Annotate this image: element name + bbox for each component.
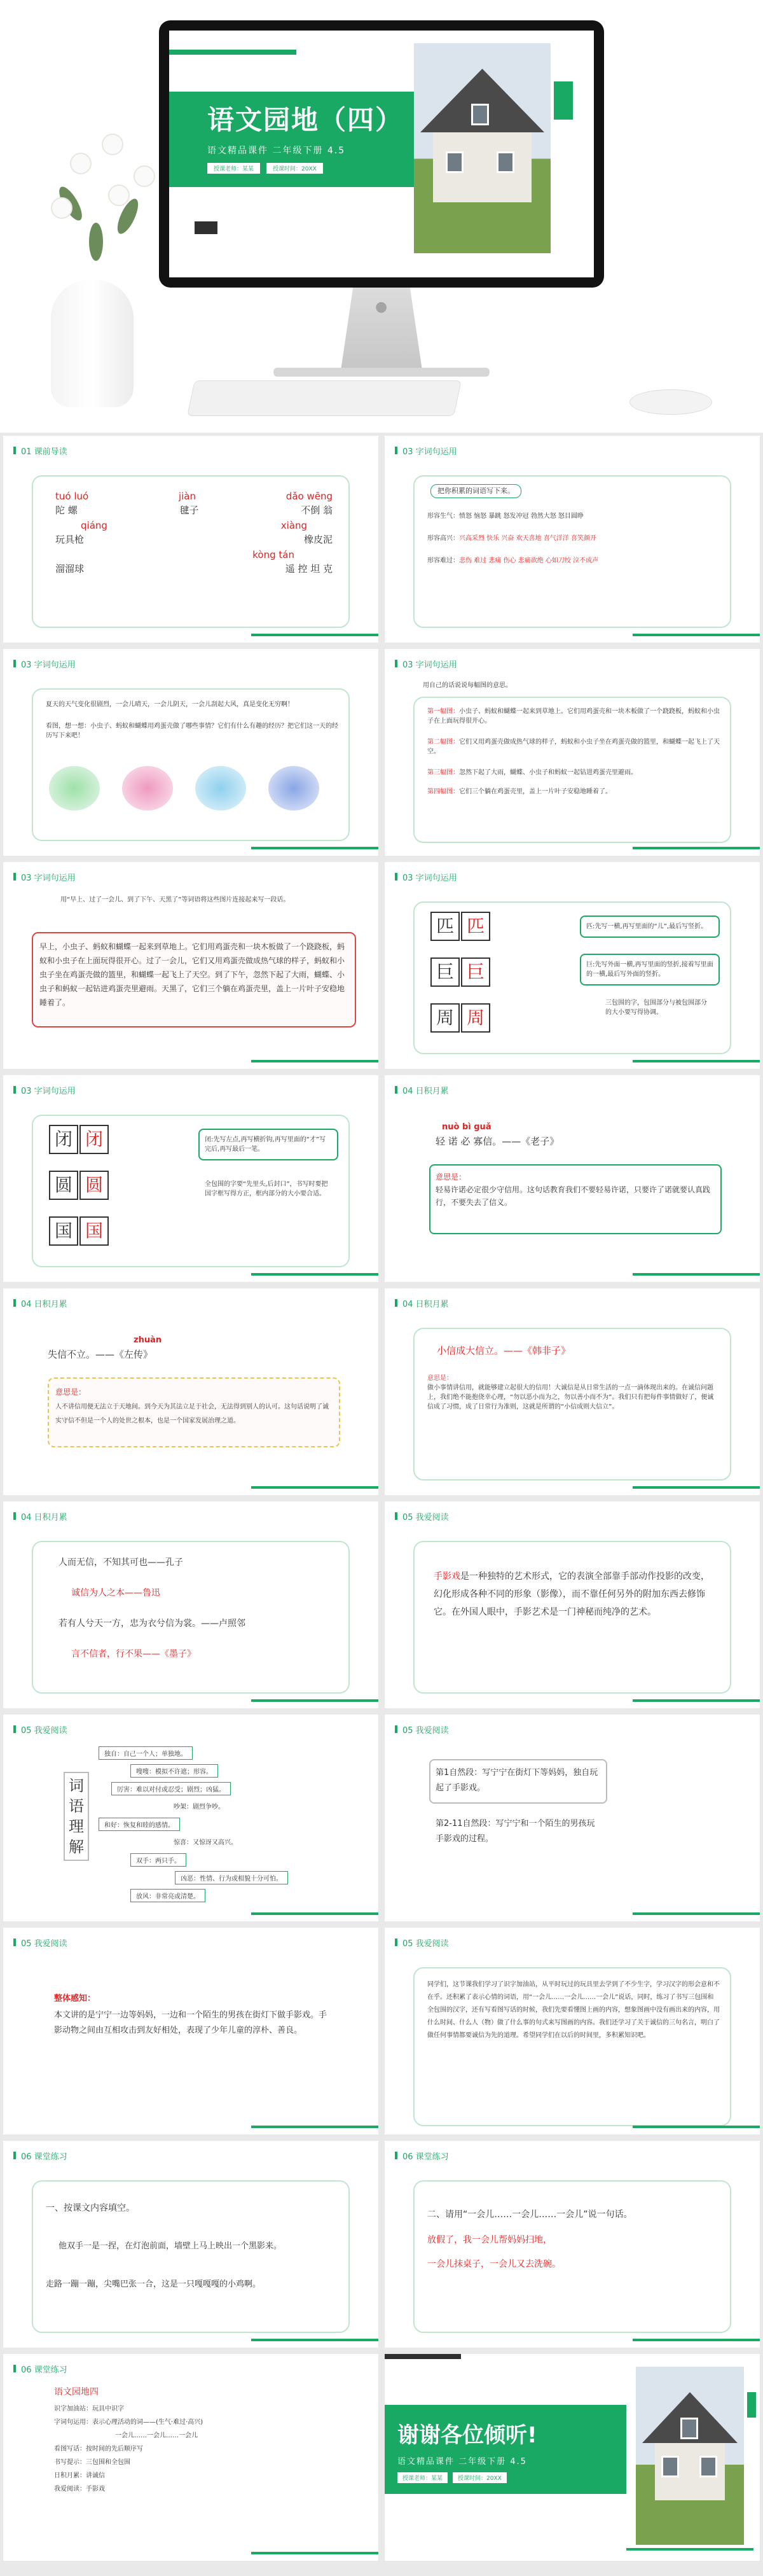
label-sad: 形容难过： xyxy=(427,557,459,564)
quotes-panel xyxy=(32,1541,350,1694)
word-wanjuqiang: 玩具枪 xyxy=(55,534,85,545)
thanks-band xyxy=(385,2405,626,2494)
slide-header: 03 字词句运用 xyxy=(402,871,457,883)
char-bi: 闭 xyxy=(49,1125,78,1154)
house-photo xyxy=(414,43,551,253)
meaning-panel xyxy=(413,697,731,843)
text-p1: 小虫子、蚂蚁和蝴蝶一起来到草地上。它们用鸡蛋壳和一块木板做了一个跷跷板，蚂蚁和小虫子在上面玩得很开心。 xyxy=(427,708,720,725)
label-happy: 形容高兴： xyxy=(427,535,459,542)
proverb-panel xyxy=(413,1328,731,1480)
slide-header: 05 我爱阅读 xyxy=(402,1510,449,1522)
word-jianzi: 毽子 xyxy=(179,505,199,516)
note-bi: 闭:先写左点,再写横折钩,再写里面的“才”写完后,再写最后一笔。 xyxy=(198,1129,338,1160)
mm-label-5: 书写提示： xyxy=(54,2459,86,2466)
term-shadow-play: 手影戏 xyxy=(434,1571,460,1582)
slide-header: 04 日积月累 xyxy=(402,1084,449,1096)
exercise-answer-1: 放假了，我一会儿帮妈妈扫地， xyxy=(427,2235,552,2245)
thanks-title: 谢谢各位倾听! xyxy=(397,2423,537,2448)
pinyin-tuoluo: tuó luó xyxy=(55,491,89,502)
exercise-panel-2 xyxy=(413,2180,731,2333)
char-bi-red: 闭 xyxy=(79,1125,109,1154)
slide-overview xyxy=(0,1925,382,2138)
slide-writing-full-surround xyxy=(0,1072,382,1285)
slide-exercise-fill xyxy=(0,2138,382,2351)
vocab-hehao: 和好：恢复和睦的感情。 xyxy=(99,1818,180,1831)
vocab-xiong-e: 凶恶：性情、行为或相貌十分可怕。 xyxy=(175,1871,288,1884)
slide-header: 05 我爱阅读 xyxy=(21,1937,67,1949)
note-pi: 匹:先写一横,再写里面的“儿”,最后写竖折。 xyxy=(580,916,720,938)
char-zhou-red: 周 xyxy=(461,1003,490,1033)
vocab-duzi: 独自：自己一个人；单独地。 xyxy=(99,1746,193,1760)
meaning-intro: 用自己的话说说每幅图的意思。 xyxy=(423,682,512,689)
monitor xyxy=(159,20,604,288)
meaning-label: 意思是： xyxy=(427,1375,453,1382)
note-ju: 巨:先写外面一横,再写里面的竖折,接着写里面的一横,最后写外面的竖折。 xyxy=(580,954,720,985)
label-angry: 形容生气： xyxy=(427,513,459,520)
char-yuan-red: 圆 xyxy=(79,1171,109,1200)
proverb-line: 失信不立。——《左传》 xyxy=(48,1349,153,1360)
hero-cover xyxy=(0,0,763,433)
mm-label-2: 字词句运用： xyxy=(54,2419,92,2426)
slide-header: 06 课堂练习 xyxy=(402,2150,449,2162)
slide-header: 05 我爱阅读 xyxy=(402,1937,449,1949)
summary-panel xyxy=(413,1967,731,2126)
text-p2: 它们又用鸡蛋壳做成热气球的样子，蚂蚁和小虫子坐在鸡蛋壳做的篮里，和蝴蝶一起飞上了天空。 xyxy=(427,739,720,755)
slide-header: 05 我爱阅读 xyxy=(402,1723,449,1736)
picture-seesaw xyxy=(49,766,100,811)
prompt-text-2: 看图，想一想：小虫子、蚂蚁和蝴蝶用鸡蛋壳做了哪些事情？它们有什么有趣的经历？把它们这一天的经历写下来吧！ xyxy=(46,723,338,739)
slide-header: 01 课前导读 xyxy=(21,445,67,457)
word-tuoluo: 陀 螺 xyxy=(55,505,78,516)
char-pi: 匹 xyxy=(430,912,460,941)
story-box xyxy=(32,932,356,1027)
paragraph-1: 第1自然段：写宁宁在街灯下等妈妈，独自玩起了手影戏。 xyxy=(429,1759,607,1804)
story-text: 早上，小虫子、蚂蚁和蝴蝶一起来到草地上。它们用鸡蛋壳和一块木板做了一个跷跷板，蚂蚁和小虫子在上面玩得很开心。过了一会儿，它们又用鸡蛋壳做成热气球的样子，蚂蚁和小虫子坐在鸡蛋壳做的篮里，和蝴蝶一起飞上了天空。到了下午，忽然下起了大雨，蝴蝶、小虫子和蚂蚁一起钻进鸡蛋壳里避雨。天黑了，它们三个躺在鸡蛋壳里，盖上一片叶子安稳地睡着了。 xyxy=(39,942,345,1007)
slide-header: 06 课堂练习 xyxy=(21,2363,67,2375)
mm-value-3: 一会儿……一会儿……一会儿 xyxy=(115,2432,198,2439)
slide-mindmap xyxy=(0,2351,382,2564)
mm-value-1: 玩具中识字 xyxy=(92,2405,124,2412)
mm-label-1: 识字加油站： xyxy=(54,2405,92,2412)
vocab-sousou: 嗖嗖：模拟不许遮；形容。 xyxy=(130,1764,218,1778)
shadow-play-text: 是一种独特的艺术形式，它的表演全部靠手部动作投影的改变，幻化形成各种不同的形象（影像），而不靠任何另外的附加东西去修饰它。在外国人眼中，手影艺术是一门神秘而纯净的艺术。 xyxy=(434,1571,710,1617)
exercise-panel xyxy=(32,2180,350,2333)
quote-mozi: 言不信者，行不果——《墨子》 xyxy=(71,1649,196,1659)
pinyin-qiang: qiáng xyxy=(81,520,107,531)
quote-luxun: 诚信为人之本——鲁迅 xyxy=(71,1588,160,1598)
text-p3: 忽然下起了大雨，蝴蝶、小虫子和蚂蚁一起钻进鸡蛋壳里避雨。 xyxy=(459,769,637,776)
word-xiangpini: 橡皮泥 xyxy=(303,534,333,545)
meaning-text: 人不讲信用便无法立于天地间。到今天为其法立足于社会，无法得到别人的认可。这句话说明了诚实守信不但是一个人的处世之根本，也是一个国家发展治理之道。 xyxy=(55,1403,329,1424)
slide-picture-meaning xyxy=(382,646,763,859)
slide-header: 05 我爱阅读 xyxy=(21,1723,67,1736)
keyboard xyxy=(187,380,462,416)
intro-panel xyxy=(413,1541,731,1694)
quote-confucius: 人而无信，不知其可也——孔子 xyxy=(58,1557,183,1568)
slide-header: 03 字词句运用 xyxy=(21,1084,76,1096)
vocab-vertical-title: 词语理解 xyxy=(64,1772,89,1861)
meaning-label: 意思是： xyxy=(55,1388,86,1396)
overview-label: 整体感知： xyxy=(54,1994,96,2003)
emotion-panel xyxy=(413,475,731,628)
slide-header: 03 字词句运用 xyxy=(21,871,76,883)
slide-grid xyxy=(0,433,763,2564)
vase xyxy=(51,280,134,407)
slide-header: 04 日积月累 xyxy=(21,1510,67,1522)
char-ju-red: 巨 xyxy=(461,957,490,987)
picture-balloon xyxy=(122,766,173,811)
mindmap-list xyxy=(54,2402,203,2496)
slide-proverb-laozi xyxy=(382,1072,763,1285)
picture-sleep xyxy=(268,766,319,811)
exercise-question: 二、请用“一会儿……一会儿……一会儿”说一句话。 xyxy=(427,2210,633,2220)
pinyin-xiang: xiàng xyxy=(280,520,307,531)
mm-value-5: 三包围和全包围 xyxy=(86,2459,130,2466)
proverb-pinyin: zhuàn xyxy=(134,1335,162,1345)
summary-text: 同学们，这节课我们学习了识字加油站，从平时玩过的玩具里去学到了不少生字，学习汉字的形会意和不在乎。还积累了表示心情的词语，用“一会儿……一会儿……一会儿”说话，同时，练习了书写三包围和全包围的汉字，还有写看图写话的时候，我们先要看懂图上画的内容，想象图画中没有画出来的内容，用什么时间、什么人（物）做了什么事的句式来写图画的内容。我们还学习了关于诚信的三句名言，明白了做任何事情都要诚信为先的道理。希望同学们在以后的时间里，多积累知识吧。 xyxy=(427,1981,720,2039)
label-p4: 第四幅图： xyxy=(427,788,459,795)
writing-panel xyxy=(413,902,731,1054)
paragraph-2: 第2-11自然段：写宁宁和一个陌生的男孩玩手影戏的过程。 xyxy=(436,1819,595,1844)
slide-story-writing xyxy=(0,859,382,1072)
mm-value-2: 表示心理活动的词——(生气·难过·高兴) xyxy=(92,2419,203,2426)
task-label: 把你积累的词语写下来。 xyxy=(430,484,521,498)
word-yaokongtanke: 遥 控 坦 克 xyxy=(285,563,333,574)
slide-header: 04 日积月累 xyxy=(21,1297,67,1309)
words-angry: 愤怒 恼怒 暴跳 怒发冲冠 勃然大怒 怒目圆睁 xyxy=(459,513,584,520)
writing-panel-2 xyxy=(32,1115,350,1267)
proverb-line: 小信成大信立。——《韩非子》 xyxy=(437,1345,571,1356)
slide-exercise-sentence xyxy=(382,2138,763,2351)
thanks-teacher: 授课老师：某某 xyxy=(397,2472,448,2483)
slide-header: 03 字词句运用 xyxy=(402,445,457,457)
exercise-answer-1: 他双手一是一捏，在灯泡前面，墙壁上马上映出一个黑影来。 xyxy=(58,2241,282,2251)
exercise-question: 一、按课文内容填空。 xyxy=(46,2203,135,2213)
pinyin-daoweng: dǎo wēng xyxy=(285,491,333,502)
mm-label-6: 日积月累： xyxy=(54,2472,86,2479)
cover-date: 授课时间：20XX xyxy=(266,163,323,174)
slide-header: 03 字词句运用 xyxy=(402,658,457,670)
note-three-side: 三包围的字，包围部分与被包围部分的大小要写得协调。 xyxy=(605,999,707,1016)
slide-proverb-hanfeizi xyxy=(382,1285,763,1498)
slide-header: 06 课堂练习 xyxy=(21,2150,67,2162)
cover-title: 语文园地（四） xyxy=(207,104,404,136)
vocab-chaojia: 吵架：剧烈争吵。 xyxy=(174,1804,224,1811)
thanks-subtitle: 语文精品课件 二年级下册 4.5 xyxy=(397,2457,527,2467)
mindmap-title: 语文园地四 xyxy=(54,2387,99,2397)
mm-label-7: 我爱阅读： xyxy=(54,2486,86,2493)
slide-thanks xyxy=(382,2351,763,2564)
label-p2: 第二幅图： xyxy=(427,739,459,746)
word-budaoweng: 不倒 翁 xyxy=(301,505,333,516)
vocab-fangfeng: 放风：非常亮或清楚。 xyxy=(130,1889,205,1902)
slide-header: 03 字词句运用 xyxy=(21,658,76,670)
picture-rain xyxy=(195,766,246,811)
exercise-answer-2: 走路一蹦一蹦，尖嘴巴张一合，这是一只嘎嘎嘎的小鸡啊。 xyxy=(46,2280,261,2289)
slide-proverb-zuozhuan xyxy=(0,1285,382,1498)
mouse xyxy=(629,389,712,415)
cover-screen xyxy=(169,31,594,277)
apple-logo-icon: ● xyxy=(375,299,388,315)
char-zhou: 周 xyxy=(430,1003,460,1033)
words-sad: 悲伤 难过 悲痛 伤心 悲痛欲绝 心如刀绞 泣不成声 xyxy=(459,557,599,564)
meaning-text: 轻易许诺必定很少守信用。这句话教育我们不要轻易许诺，只要许了诺就要认真践行，不要失去了信义。 xyxy=(436,1185,711,1207)
flower-plant xyxy=(25,127,178,293)
char-guo-red: 国 xyxy=(79,1216,109,1246)
pinyin-kongtan: kòng tán xyxy=(252,549,294,560)
word-liuliuqiu: 溜溜球 xyxy=(55,563,85,574)
cover-subtitle: 语文精品课件 二年级下册 4.5 xyxy=(207,146,346,156)
thanks-date: 授课时间：20XX xyxy=(453,2472,507,2483)
meaning-box xyxy=(429,1164,722,1234)
quote-luzhaolin: 若有人兮天一方，忠为衣兮信为裳。——卢照邻 xyxy=(58,1619,245,1629)
label-p1: 第一幅图： xyxy=(427,708,459,715)
mm-value-4: 按时间的先后顺序写 xyxy=(86,2446,143,2453)
char-guo: 国 xyxy=(49,1216,78,1246)
slide-writing-three-side xyxy=(382,859,763,1072)
prompt-panel xyxy=(32,688,350,841)
slide-vocabulary xyxy=(0,1711,382,1925)
vocab-lihai: 厉害：难以对付或忍受；剧烈；凶猛。 xyxy=(111,1782,231,1795)
overview-text: 本文讲的是宁宁一边等妈妈，一边和一个陌生的男孩在街灯下做手影戏。手影动物之间由互相攻击到友好相处，表现了少年儿童的淳朴、善良。 xyxy=(54,2010,327,2035)
house-photo-end xyxy=(636,2367,744,2545)
vocab-shuangshou: 双手：两只手。 xyxy=(130,1853,186,1867)
story-intro: 用“早上、过了一会儿、到了下午、天黑了”等词语将这些图片连接起来写一段话。 xyxy=(60,896,290,903)
mm-label-4: 看图写话： xyxy=(54,2446,86,2453)
meaning-label: 意思是： xyxy=(436,1173,467,1181)
char-ju: 巨 xyxy=(430,957,460,987)
prompt-text-1: 夏天的天气变化很剧烈，一会儿晴天，一会儿阴天，一会儿刮起大风，真是变化无穷啊！ xyxy=(46,701,294,708)
word-panel xyxy=(32,475,350,628)
words-happy: 兴高采烈 快乐 兴奋 欢天喜地 喜气洋洋 喜笑颜开 xyxy=(459,535,596,542)
meaning-box xyxy=(48,1377,340,1447)
slide-preview-words xyxy=(0,433,382,646)
text-p4: 它们三个躺在鸡蛋壳里，盖上一片叶子安稳地睡着了。 xyxy=(459,788,612,795)
pinyin-jian: jiàn xyxy=(178,491,196,502)
exercise-answer-2: 一会儿抹桌子，一会儿又去洗碗。 xyxy=(427,2259,561,2269)
mm-value-6: 讲诚信 xyxy=(86,2472,105,2479)
slide-summary xyxy=(382,1925,763,2138)
slide-emotion-words xyxy=(382,433,763,646)
label-p3: 第三幅图： xyxy=(427,769,459,776)
mm-value-7: 手影戏 xyxy=(86,2486,105,2493)
slide-shadow-play-intro xyxy=(382,1498,763,1711)
slide-picture-prompt xyxy=(0,646,382,859)
char-pi-red: 匹 xyxy=(461,912,490,941)
proverb-line: 轻 诺 必 寡信。——《老子》 xyxy=(436,1136,560,1147)
char-yuan: 圆 xyxy=(49,1171,78,1200)
slide-quotes xyxy=(0,1498,382,1711)
cover-teacher: 授课老师：某某 xyxy=(207,163,260,174)
cover-band xyxy=(169,92,452,187)
slide-paragraphs xyxy=(382,1711,763,1925)
monitor-base xyxy=(273,368,490,377)
note-full-surround: 全包围的字要“先里头,后封口”，书写时要把国字框写得方正，框内部分的大小要合适。 xyxy=(205,1181,328,1197)
proverb-pinyin: nuò bì guǎ xyxy=(442,1122,491,1132)
slide-header: 04 日积月累 xyxy=(402,1297,449,1309)
vocab-jingxi: 惊喜：又惊讶又高兴。 xyxy=(174,1839,237,1846)
meaning-text: 做小事情讲信用，就能够建立起很大的信用！大诚信是从日常生活的一点一滴体现出来的。在诚信问题上，我们绝不能抱侥幸心理，“勿以恶小而为之，勿以善小而不为”。我们只有把每件事情做好了，便诚信成了习惯，成了日常行为准则，这就是所谓的“小信成则大信立”。 xyxy=(427,1384,714,1410)
